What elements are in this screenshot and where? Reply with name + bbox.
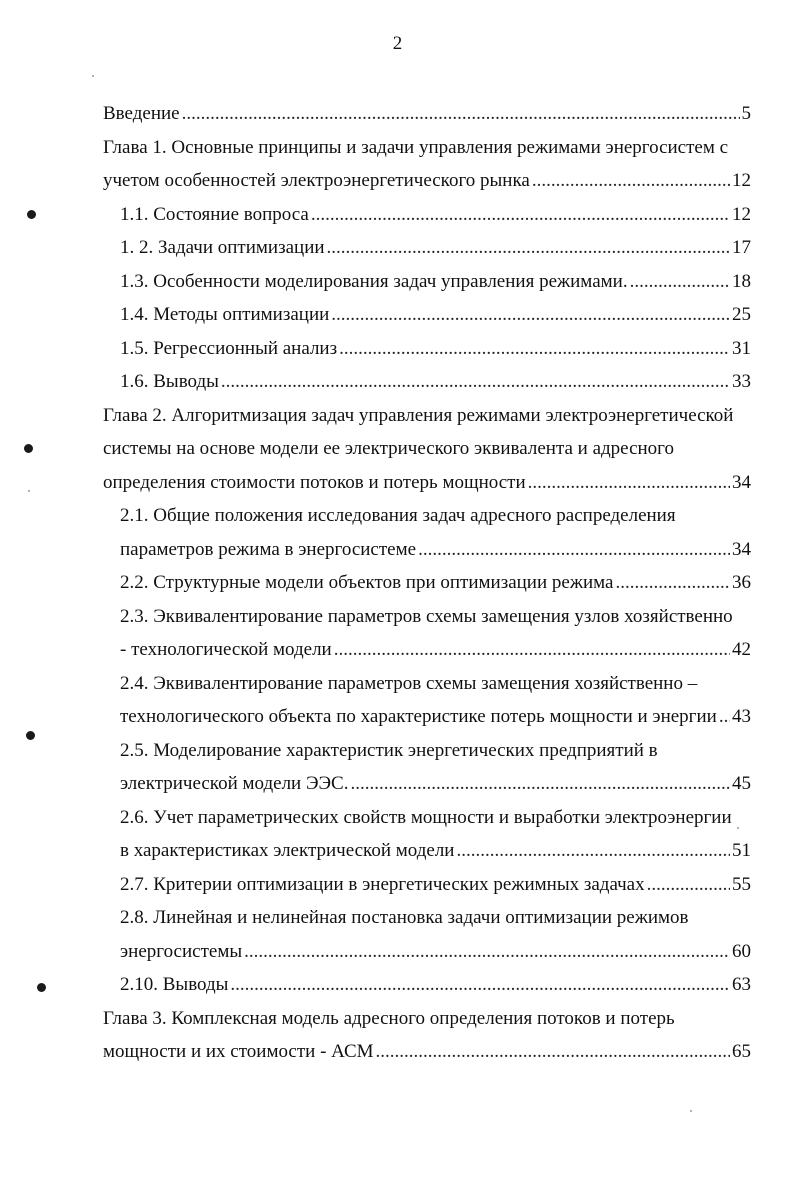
toc-leader-dots [418,533,730,567]
toc-entry-title: 2.5. Моделирование характеристик энергетических предприятий в [120,739,658,761]
margin-punch-mark [24,444,33,453]
margin-punch-mark [27,210,36,219]
toc-entry-page: 18 [732,270,751,292]
toc-entry-title: в характеристиках электрической модели [120,840,455,861]
page-number: 2 [392,33,403,54]
toc-leader-dots [311,198,730,232]
toc-entry-title: определения стоимости потоков и потерь мощности [103,471,526,493]
toc-entry [103,1002,751,1036]
toc-entry-page: 60 [732,940,751,962]
toc-entry-title: мощности и их стоимости - АСМ [103,1041,374,1062]
toc-leader-dots [350,767,730,801]
margin-punch-mark [26,731,35,740]
toc-leader-dots [327,231,730,265]
toc-entry [103,399,751,433]
toc-entry-title: 1. 2. Задачи оптимизации [120,237,325,258]
toc-entry-title: 2.3. Эквивалентирование параметров схемы замещения узлов хозяйственно [120,605,733,627]
toc-entry-title: 2.2. Структурные модели объектов при оптимизации режима [120,572,614,593]
toc-entry-page: 34 [732,471,751,493]
scan-speck [690,1110,692,1112]
toc-leader-dots [719,700,730,734]
toc-entry-title: Введение [103,103,180,124]
toc-entry [103,767,751,801]
table-of-contents [103,97,751,1069]
toc-leader-dots [244,935,730,969]
toc-entry-page: 34 [732,538,751,560]
toc-leader-dots [221,365,730,399]
toc-leader-dots [456,834,730,868]
toc-entry-page: 43 [732,706,751,727]
toc-entry-page: 45 [732,773,751,794]
toc-entry-title: технологического объекта по характеристике потерь мощности и энергии [120,706,717,727]
toc-entry [103,1035,751,1069]
toc-entry [103,131,751,165]
toc-entry [103,466,751,500]
toc-entry [103,901,751,935]
toc-entry-title: 2.8. Линейная и нелинейная постановка задачи оптимизации режимов [120,907,689,928]
toc-entry [103,935,751,969]
toc-leader-dots [532,164,730,198]
toc-entry-title: 1.1. Состояние вопроса [120,203,309,225]
toc-entry [103,633,751,667]
scan-speck [92,75,94,77]
toc-entry-title: 2.10. Выводы [120,974,229,995]
toc-entry [103,97,751,131]
scan-speck [28,490,30,492]
toc-entry-page: 12 [732,170,751,191]
toc-entry [103,365,751,399]
toc-entry [103,868,751,902]
toc-entry-page: 5 [741,103,751,124]
toc-leader-dots [230,968,730,1002]
toc-entry-title: 2.1. Общие положения исследования задач адресного распределения [120,505,676,526]
toc-entry-title: 1.3. Особенности моделирования задач управления режимами. [120,270,628,292]
toc-leader-dots [334,633,730,667]
toc-entry [103,198,751,232]
margin-punch-mark [37,983,46,992]
toc-entry-page: 31 [732,337,751,359]
toc-entry [103,298,751,332]
toc-entry [103,667,751,701]
toc-entry-title: Глава 1. Основные принципы и задачи управления режимами энергосистем с [103,136,729,158]
toc-entry-title: 2.4. Эквивалентирование параметров схемы замещения хозяйственно – [120,672,698,694]
toc-entry [103,834,751,868]
toc-leader-dots [647,868,730,902]
toc-entry [103,600,751,634]
toc-entry [103,164,751,198]
toc-entry-title: учетом особенностей электроэнергетического рынка [103,170,530,191]
toc-entry [103,734,751,768]
toc-leader-dots [331,298,730,332]
toc-entry [103,801,751,835]
toc-entry-page: 42 [732,639,751,660]
toc-entry [103,566,751,600]
toc-entry [103,533,751,567]
toc-entry-title: Глава 2. Алгоритмизация задач управления режимами электроэнергетической [103,404,734,426]
toc-entry-page: 65 [732,1041,751,1062]
toc-leader-dots [182,97,740,131]
toc-entry-title: энергосистемы [120,940,243,962]
toc-entry-title: Глава 3. Комплексная модель адресного определения потоков и потерь [103,1007,675,1029]
toc-entry-page: 63 [732,974,751,995]
toc-entry-page: 51 [732,840,751,861]
toc-entry-title: 2.7. Критерии оптимизации в энергетических режимных задачах [120,873,645,895]
toc-entry-title: 1.4. Методы оптимизации [120,304,330,325]
toc-entry [103,332,751,366]
toc-leader-dots [339,332,730,366]
toc-leader-dots [528,466,730,500]
toc-entry-page: 33 [732,371,751,392]
toc-entry-page: 25 [732,304,751,325]
toc-entry [103,265,751,299]
toc-leader-dots [376,1035,730,1069]
toc-entry-title: параметров режима в энергосистеме [120,538,417,560]
toc-entry-title: системы на основе модели ее электрического эквивалента и адресного [103,438,675,459]
toc-entry-page: 55 [732,873,751,895]
toc-entry [103,499,751,533]
toc-leader-dots [615,566,730,600]
toc-entry [103,432,751,466]
toc-entry-title: - технологической модели [120,639,332,660]
toc-entry-page: 36 [732,572,751,593]
toc-entry-page: 17 [732,237,751,258]
scan-speck [737,827,739,829]
toc-entry [103,700,751,734]
toc-entry-title: электрической модели ЭЭС. [120,773,349,794]
toc-entry [103,968,751,1002]
toc-entry-page: 12 [732,203,751,225]
toc-entry-title: 1.5. Регрессионный анализ [120,337,338,359]
toc-entry-title: 2.6. Учет параметрических свойств мощности и выработки электроэнергии [120,806,732,828]
toc-leader-dots [630,265,730,299]
toc-entry [103,231,751,265]
toc-entry-title: 1.6. Выводы [120,371,219,392]
